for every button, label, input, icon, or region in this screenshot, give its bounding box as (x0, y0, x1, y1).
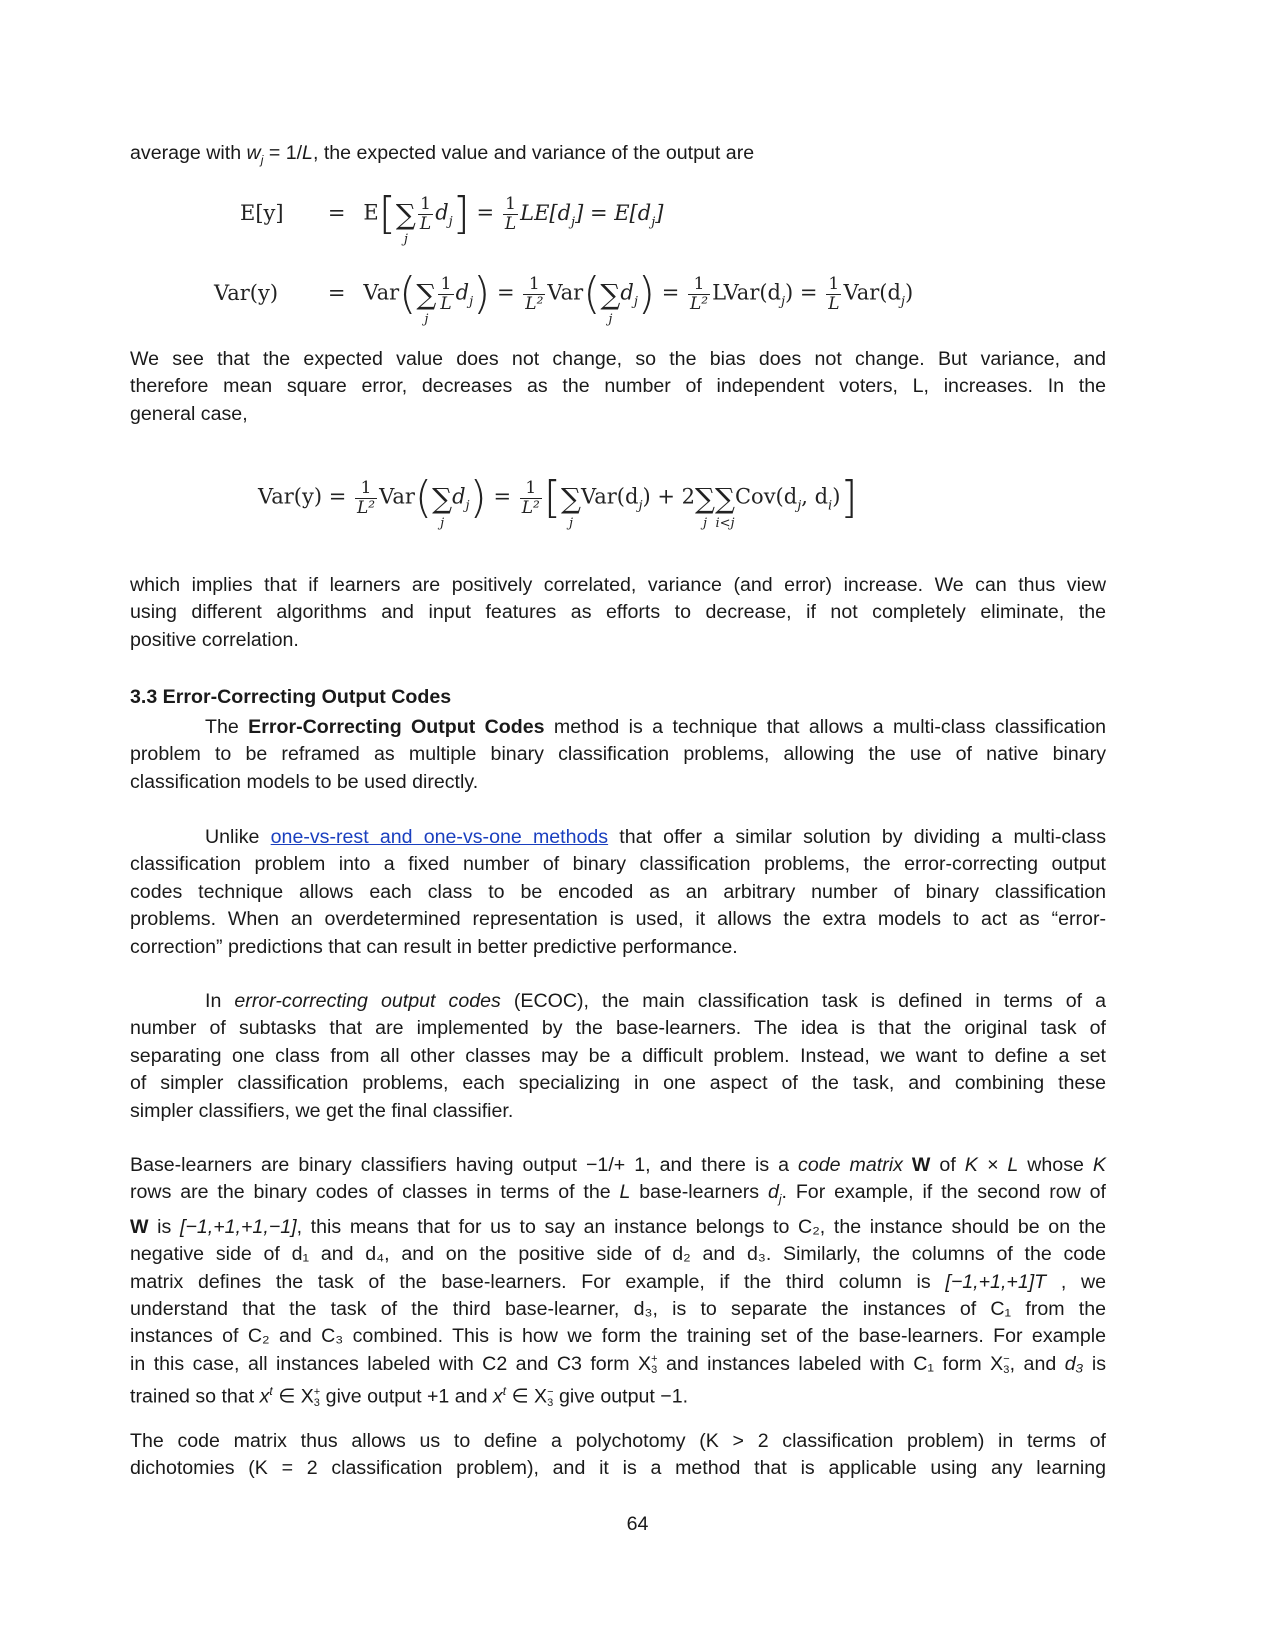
paragraph-variance-discussion: We see that the expected value does not change, so the bias does not change. But variance, and therefore mean square error, decreases as the number of independent voters, L, increases. In the general case, (130, 348, 1106, 425)
paragraph-polychotomy: The code matrix thus allows us to define a polychotomy (K > 2 classification problem) in terms of dichotomies (K = 2 classification problem), and it is a method that is applicable using any learning (130, 1430, 1106, 1480)
paragraph-correlation: which implies that if learners are positively correlated, variance (and error) increase. We can thus view using different algorithms and input features as efforts to decrease, if not completely eliminate, the positive correlation. (130, 574, 1106, 651)
paragraph-ecoc-intro: The Error-Correcting Output Codes method is a technique that allows a multi-class classification problem to be reframed as multiple binary classification problems, allowing the use of native binary classification models to be used directly. (130, 716, 1106, 793)
equation-expected-value: E[y] = E[∑ j $\frac{1}{L}$ $d_j$] = $\frac{1}{L}$ $LE[d_j] = E[d_j]$ (240, 188, 664, 247)
section-heading: 3.3 Error-Correcting Output Codes (130, 686, 452, 708)
paragraph-unlike: Unlike one-vs-rest and one-vs-one methods that offer a similar solution by dividing a multi-class classification problem into a fixed number of binary classification problems, the error-correcting output codes technique allows each class to be encoded as an arbitrary number of binary classification problems. When an overdetermined representation is used, it allows the extra models to act as “error- correction” predictions that can result in better predictive performance. (130, 826, 1106, 958)
equation-general-variance: Var(y) = $\frac{1}{\text{L²}}$ Var(∑ j $d_j$) = $\frac{1}{\text{L²}}$ [∑ j $Var(d_j) + 2\sum$ j ∑ i<j $Cov(d_j$, $d_i$)] (258, 472, 858, 531)
intro-line: average with $w_j = 1/L$, the expected value and variance of the output are (130, 142, 755, 167)
paragraph-code-matrix: Base-learners are binary classifiers having output −1/+ 1, and there is a code matrix W of K × L whose K rows are the binary codes of classes in terms of the L base-learners $d_j$. For example, if the second row of W is [−1,+1,+1,−1], this means that for us to say an instance belongs to C₂, the instance should be on the negative side of d₁ and d₄, and on the positive side of d₂ and d₃. Similarly, the columns of the code matrix defines the task of the base-learners. For example, if the third column is [−1,+1,+1]T , we understand that the task of the third base-learner, d₃, is to separate the instances of C₁ from the instances of C₂ and C₃ combined. This is how we form the training set of the base-learners. For example in this case, all instances labeled with C2 and C3 form X + 3 and instances labeled with C₁ form X − 3 , and d₃ is trained so that $x^t$ ∈ X + 3 give output +1 and $x^t$ ∈ X − 3 give output −1. (130, 1154, 1107, 1409)
one-vs-rest-link[interactable]: one-vs-rest and one-vs-one methods (270, 826, 609, 848)
paragraph-ecoc-definition: In error-correcting output codes (ECOC), the main classification task is defined in terms of a number of subtasks that are implemented by the base-learners. The idea is that the original task of separating one class from all other classes may be a difficult problem. Instead, we want to define a set of simpler classification problems, each specializing in one aspect of the task, and combining these simpler classifiers, we get the final classifier. (130, 990, 1106, 1122)
equation-variance: Var(y) = Var(∑ j $\frac{1}{L}$ $d_j$) = $\frac{1}{\text{L²}}$ Var(∑ j $d_j$) = $\frac{1}{\text{L²}}$ $LVar(d_j)$ = $\frac{1}{L}$ $Var(d_j)$ (214, 268, 914, 327)
page-number: 64 (626, 1513, 649, 1535)
